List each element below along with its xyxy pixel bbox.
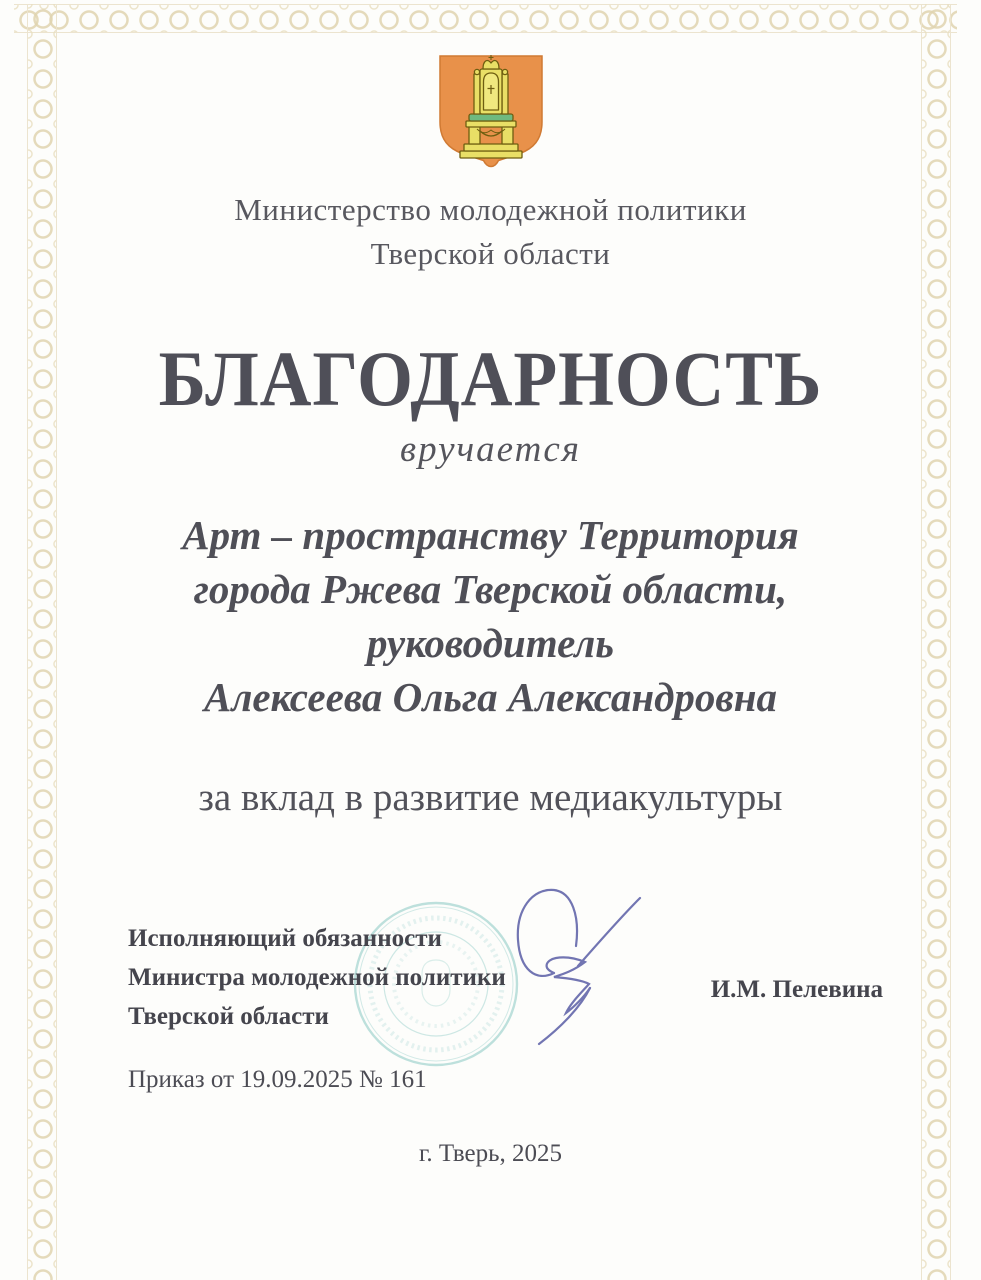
- ornamental-border-top: [14, 4, 957, 33]
- signatory-position: [128, 920, 506, 1036]
- handwritten-signature-icon: [492, 876, 672, 1081]
- order-reference: Приказ от 19.09.2025 № 161: [128, 1066, 427, 1093]
- signatory-position-line2: Министра молодежной политики: [128, 963, 506, 991]
- ministry-header-line2: Тверской области: [370, 236, 611, 272]
- presented-label: вручается: [400, 429, 581, 470]
- place-year: г. Тверь, 2025: [418, 1140, 563, 1167]
- recipient-block: [0, 508, 981, 724]
- signatory-position-line1: Исполняющий обязанности: [128, 925, 442, 952]
- recipient-line-4: Алексеева Ольга Александровна: [203, 674, 778, 721]
- recipient-line-3: руководитель: [366, 620, 615, 667]
- award-reason: за вклад в развитие медиакультуры: [198, 776, 783, 819]
- signatory-name: И.М. Пелевина: [710, 976, 883, 1003]
- recipient-line-1: Арт – пространству Территория: [182, 512, 799, 558]
- ministry-header-line1: Министерство молодежной политики: [234, 192, 747, 227]
- document-title: БЛАГОДАРНОСТЬ: [158, 335, 823, 422]
- recipient-line-2: города Ржева Тверской области,: [193, 566, 788, 613]
- ministry-header: [0, 188, 981, 276]
- signatory-position-line3: Тверской области: [128, 1002, 329, 1030]
- tver-coat-of-arms-icon: [433, 52, 549, 179]
